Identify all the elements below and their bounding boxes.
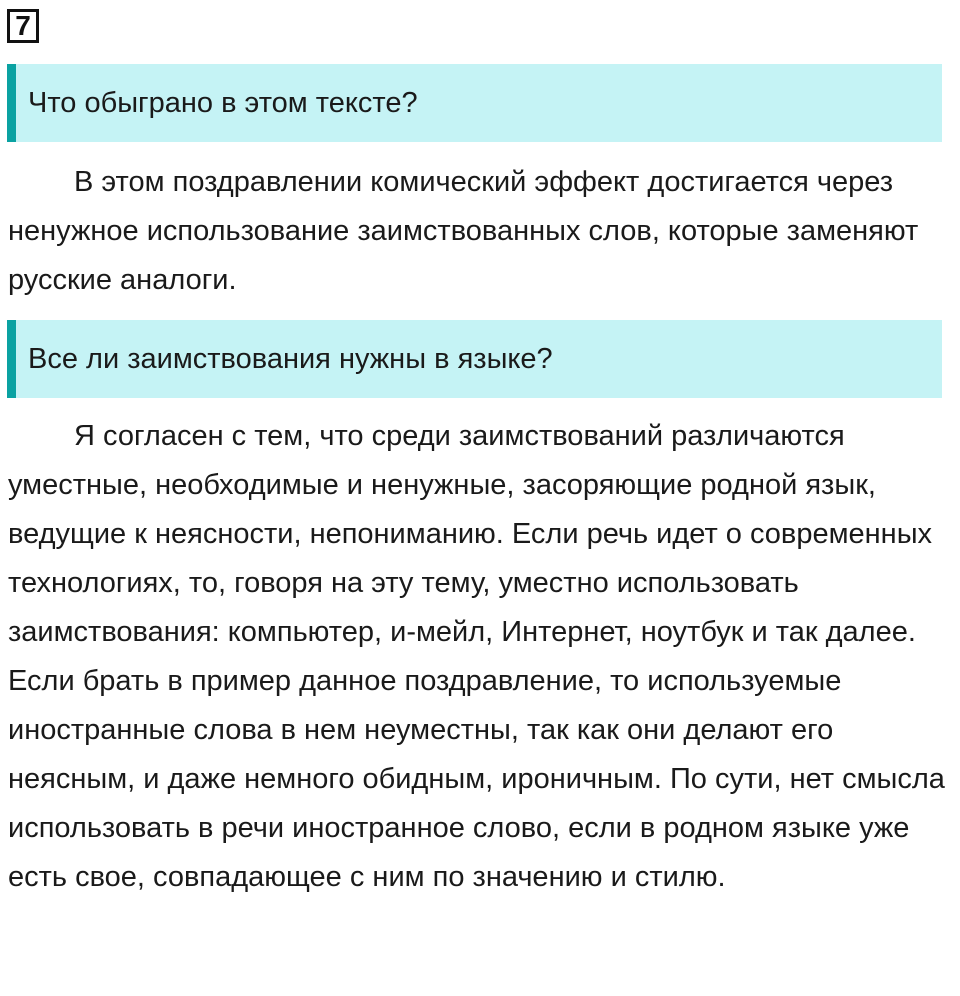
question-2-text: Все ли заимствования нужны в языке? — [28, 342, 553, 375]
answer-1-text: В этом поздравлении комический эффект достигается через ненужное использование заимствованных слов, которые заменяют русские аналоги. — [8, 166, 919, 296]
question-1-text: Что обыграно в этом тексте? — [28, 86, 418, 119]
question-2-banner — [7, 320, 942, 398]
task-number: 7 — [7, 9, 39, 43]
answer-2-text: Я согласен с тем, что среди заимствований различаются уместные, необходимые и ненужные, засоряющие родной язык, ведущие к неясности, непониманию. Если речь идет о современных технологиях, то, говоря на эту тему, уместно использовать заимствования: компьютер, и-мейл, Интернет, ноутбук и так далее. Если брать в пример данное поздравление, то используемые иностранные слова в нем неуместны, так как они делают его неясным, и даже немного обидным, ироничным. По сути, нет смысла использовать в речи иностранное слово, если в родном языке уже есть свое, совпадающее с ним по значению и стилю. — [8, 420, 945, 893]
question-1-banner — [7, 64, 942, 142]
